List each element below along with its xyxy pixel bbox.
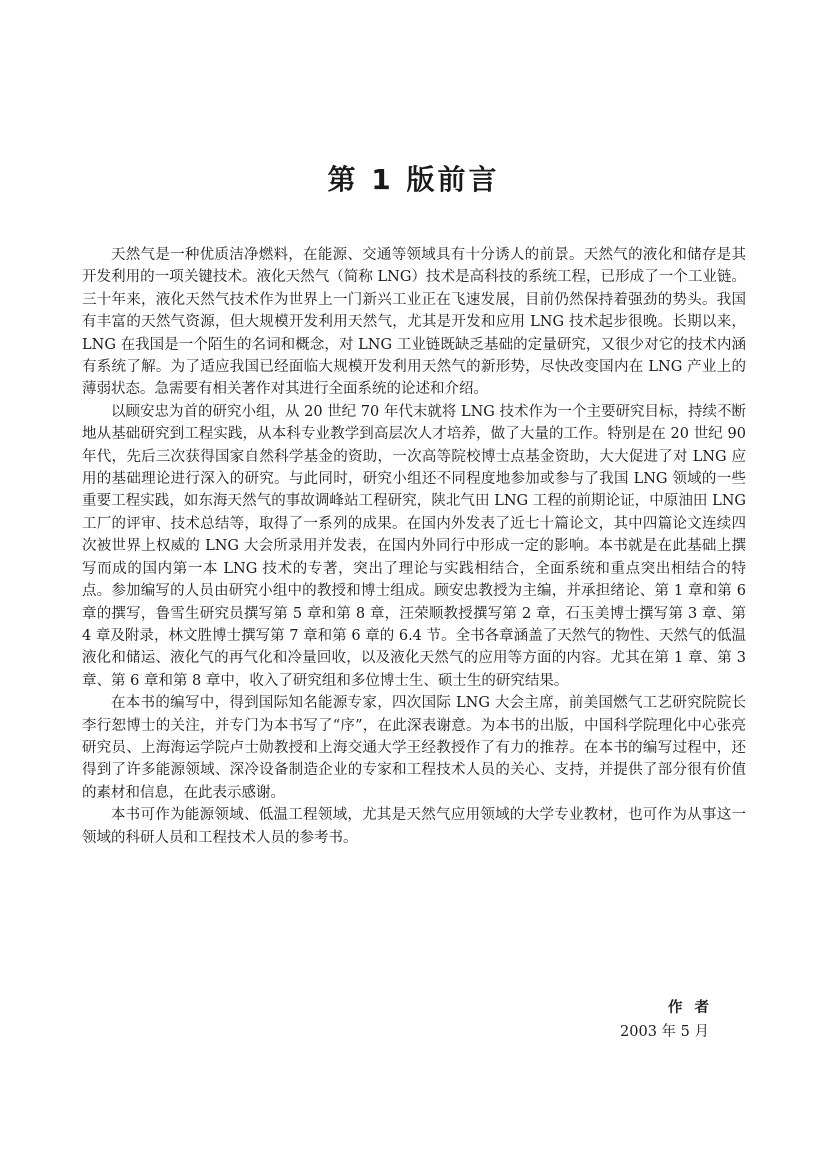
signature-author: 作者 bbox=[668, 999, 721, 1016]
paragraph: 天然气是一种优质洁净燃料，在能源、交通等领域具有十分诱人的前景。天然气的液化和储存是其开发利用的一项关键技术。液化天然气（简称 LNG）技术是高科技的系统工程，已形成了一个工业链。三十年来，液化天然气技术作为世界上一门新兴工业正在飞速发展，目前仍然保持着强劲的势头。我国有丰富的天然气资源，但大规模开发利用天然气，尤其是开发和应用 LNG 技术起步很晚。长期以来，LNG 在我国是一个陌生的名词和概念，对 LNG 工业链既缺乏基础的定量研究，又很少对它的技术内涵有系统了解。为了适应我国已经面临大规模开发利用天然气的新形势，尽快改变国内在 LNG 产业上的薄弱状态。急需要有相关著作对其进行全面系统的论述和介绍。 bbox=[82, 247, 746, 398]
paragraph: 本书可作为能源领域、低温工程领域，尤其是天然气应用领域的大学专业教材，也可作为从事这一领域的科研人员和工程技术人员的参考书。 bbox=[82, 807, 746, 846]
paragraph: 在本书的编写中，得到国际知名能源专家，四次国际 LNG 大会主席，前美国燃气工艺研究院院长李行恕博士的关注，并专门为本书写了“序”，在此深表谢意。为本书的出版，中国科学院理化中心张亮研究员、上海海运学院卢士勋教授和上海交通大学王经教授作了有力的推荐。在本书的编写过程中，还得到了许多能源领域、深冷设备制造企业的专家和工程技术人员的关心、支持，并提供了部分很有价值的素材和信息，在此表示感谢。 bbox=[82, 695, 746, 801]
paragraph: 以顾安忠为首的研究小组，从 20 世纪 70 年代末就将 LNG 技术作为一个主要研究目标，持续不断地从基础研究到工程实践，从本科专业教学到高层次人才培养，做了大量的工作。特别是在 20 世纪 90 年代，先后三次获得国家自然科学基金的资助，一次高等院校博士点基金资助，大大促进了对 LNG 应用的基础理论进行深入的研究。与此同时，研究小组还不同程度地参加或参与了我国 LNG 领域的一些重要工程实践，如东海天然气的事故调峰站工程研究，陕北气田 LNG 工程的前期论证，中原油田 LNG 工厂的评审、技术总结等，取得了一系列的成果。在国内外发表了近七十篇论文，其中四篇论文连续四次被世界上权威的 LNG 大会所录用并发表，在国内外同行中形成一定的影响。本书就是在此基础上撰写而成的国内第一本 LNG 技术的专著，突出了理论与实践相结合，全面系统和重点突出相结合的特点。参加编写的人员由研究小组中的教授和博士组成。顾安忠教授为主编，并承担绪论、第 1 章和第 6 章的撰写，鲁雪生研究员撰写第 5 章和第 8 章，汪荣顺教授撰写第 2 章，石玉美博士撰写第 3 章、第 4 章及附录，林文胜博士撰写第 7 章和第 6 章的 6.4 节。全书各章涵盖了天然气的物性、天然气的低温液化和储运、液化气的再气化和冷量回收，以及液化天然气的应用等方面的内容。尤其在第 1 章、第 3 章、第 6 章和第 8 章中，收入了研究组和多位博士生、硕士生的研究结果。 bbox=[82, 403, 746, 689]
signature-date: 2003 年 5 月 bbox=[620, 1024, 709, 1040]
preface-body bbox=[82, 244, 746, 849]
page-title: 第 1 版前言 bbox=[327, 163, 500, 196]
